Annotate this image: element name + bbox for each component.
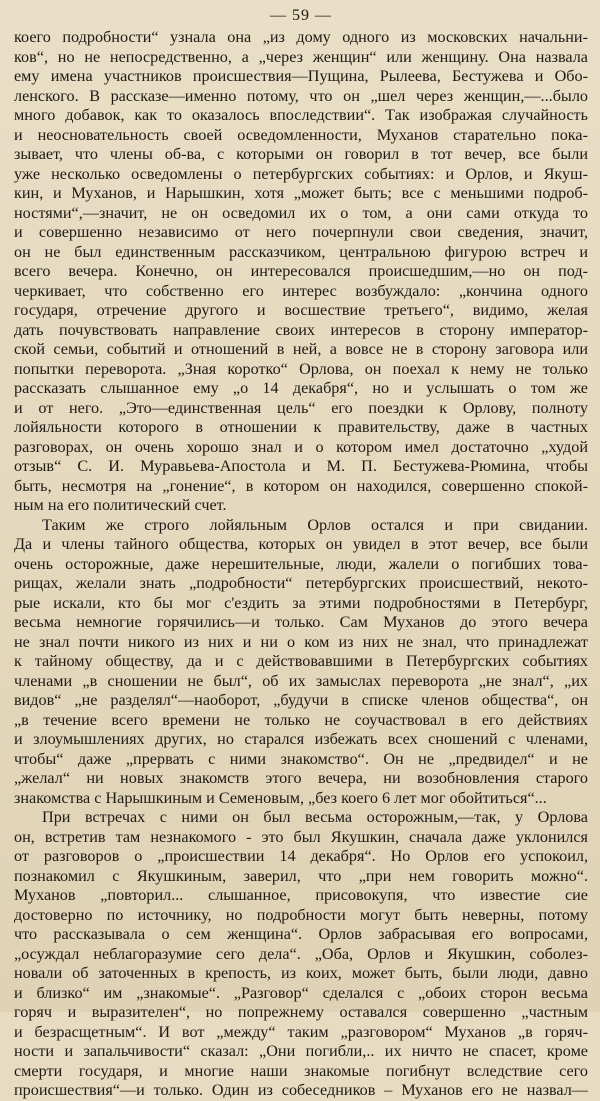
text-line: Муханов „повторил... слышанное, присовокупя, что известие сие bbox=[14, 886, 588, 904]
text-line: смерти государя, и многие наши знакомые погибнут вследствие сего bbox=[14, 1061, 588, 1080]
paragraph bbox=[14, 28, 588, 516]
text-line: он не был единственным рассказчиком, центральною фигурою встреч и bbox=[14, 242, 588, 261]
text-line: черкивает, что собственно его интерес возбуждало: „кончина одного bbox=[14, 281, 588, 300]
text-line: знакомства с Нарышкиным и Семеновым, „без коего 6 лет мог обойтиться“... bbox=[14, 788, 547, 807]
text-line: очень осторожные, даже нерешительные, люди, жалели о погибших това- bbox=[14, 554, 588, 573]
text-line: „в течение всего времени не только не соучаствовал в его действиях bbox=[14, 710, 588, 729]
text-line: и неосновательность своей осведомленности, Муханов старательно пока- bbox=[14, 125, 588, 144]
text-line: познакомил с Якушкиным, заверил, что „при нем говорить можно“. bbox=[14, 866, 588, 885]
text-line: Да и члены тайного общества, которых он увидел в этот вечер, все были bbox=[14, 535, 588, 553]
text-line: лойяльности которого в отношении к правительству, даже в частных bbox=[14, 418, 588, 436]
page-body-text bbox=[14, 28, 588, 1101]
text-line: Таким же строго лойяльным Орлов остался и при свидании. bbox=[42, 515, 588, 534]
text-line: много добавок, как то оказалось впоследствии“. Так изображая случайность bbox=[14, 106, 588, 124]
paragraph bbox=[14, 808, 588, 1101]
text-line: „желал“ ни новых знакомств этого вечера, ни возобновления старого bbox=[14, 769, 588, 787]
text-line: ленского. В рассказе—именно потому, что он „шел через женщин,—...было bbox=[14, 86, 588, 105]
text-line: государя, отречение другого и восшествие третьего“, видимо, желая bbox=[14, 301, 588, 319]
text-line: ему имена участников происшествия—Пущина, Рылеева, Бестужева и Обо- bbox=[14, 67, 588, 85]
text-line: ным на его политический счет. bbox=[14, 496, 227, 514]
text-line: не знал почти никого из них и ни о ком из них не знал, что принадлежат bbox=[14, 632, 588, 651]
text-line: рищах, желали знать „подробности“ петербургских происшествий, некото- bbox=[14, 574, 588, 592]
text-line: „осуждал неблагоразумие сего дела“. „Оба, Орлов и Якушкин, соболез- bbox=[14, 944, 588, 963]
text-line: дать почувствовать направление своих интересов в сторону император- bbox=[14, 320, 588, 339]
text-line: ской семьи, событий и отношений в ней, а вовсе не в сторону заговора или bbox=[14, 340, 588, 358]
text-line: При встречах с ними он был весьма осторожным,—так, у Орлова bbox=[42, 808, 588, 826]
text-line: видов“ „не разделял“—наоборот, „будучи в списке членов общества“, он bbox=[14, 691, 588, 709]
page-number: — 59 — bbox=[270, 7, 332, 24]
text-line: ностями“,—значит, не он осведомил их о том, а они сами откуда то bbox=[14, 203, 588, 222]
text-line: членами „в сношении не был“, об их замыслах переворота „не знал“, „их bbox=[14, 671, 588, 690]
text-line: попытки переворота. „Зная коротко“ Орлова, он поехал к нему не только bbox=[14, 359, 588, 378]
text-line: рассказать слышанное ему „о 14 декабря“, но и услышать о том же bbox=[14, 379, 588, 397]
text-line: происшествия“—и только. Один из собеседников – Муханов его не назвал— bbox=[14, 1081, 588, 1099]
paragraph bbox=[14, 516, 588, 809]
text-line: что рассказывала о сем женщина“. Орлов забрасывая его вопросами, bbox=[14, 925, 588, 943]
text-line: от разговоров о „происшествии 14 декабря“. Но Орлов его успокоил, bbox=[14, 847, 588, 865]
text-line: разговорах, он очень хорошо знал и о котором имел достаточно „худой bbox=[14, 437, 588, 456]
text-line: ности и запальчивости“ сказал: „Они погибли,.. их ничто не спасет, кроме bbox=[14, 1042, 588, 1060]
text-line: коего подробности“ узнала она „из дому одного из московских начальни- bbox=[14, 28, 588, 46]
text-line: ков“, но не непосредственно, а „через женщин“ или женщину. Она назвала bbox=[14, 47, 588, 66]
text-line: быть, несмотря на „гонение“, в котором он находился, совершенно спокой- bbox=[14, 476, 588, 495]
text-line: достоверно по источнику, но подробности могут быть неверны, потому bbox=[14, 905, 588, 924]
text-line: весьма немногие горячились—и только. Сам Муханов до этого вечера bbox=[14, 613, 588, 631]
text-line: кин, и Муханов, и Нарышкин, хотя „может быть; все с меньшими подроб- bbox=[14, 184, 588, 202]
text-line: и безрасщетным“. И вот „между“ таким „разговором“ Муханов „в горяч- bbox=[14, 1022, 588, 1041]
text-line: и злоумышлениях других, но старался избежать всех сношений с членами, bbox=[14, 730, 588, 748]
text-line: рые искали, кто бы мог с'ездить за этими подробностями в Петербург, bbox=[14, 593, 588, 612]
text-line: чтобы“ даже „прервать с ними знакомство“. Он не „предвидел“ и не bbox=[14, 749, 588, 768]
text-line: горяч и выразителен“, но попрежнему оставался совершенно „частным bbox=[14, 1003, 588, 1021]
text-line: зывает, что члены об-ва, с которыми он говорил в тот вечер, все были bbox=[14, 145, 588, 163]
text-line: он, встретив там незнакомого - это был Якушкин, сначала даже уклонился bbox=[14, 827, 588, 846]
text-line: уже несколько осведомлены о петербургских событиях: и Орлов, и Якуш- bbox=[14, 164, 588, 183]
text-line: и совершенно независимо от него почерпнули свои сведения, значит, bbox=[14, 223, 588, 241]
text-line: и близко“ им „знакомые“. „Разговор“ сделался с „обоих сторон весьма bbox=[14, 983, 588, 1002]
text-line: новали об заточенных в крепость, из коих, может быть, были люди, давно bbox=[14, 964, 588, 982]
text-line: отзыв“ С. И. Муравьева-Апостола и М. П. Бестужева-Рюмина, чтобы bbox=[14, 457, 588, 475]
text-line: и от него. „Это—единственная цель“ его поездки к Орлову, полноту bbox=[14, 398, 588, 417]
text-line: к тайному обществу, да и с действовавшими в Петербургских событиях bbox=[14, 652, 588, 670]
text-line: всего вечера. Конечно, он интересовался происшедшим,—но он под- bbox=[14, 262, 588, 280]
